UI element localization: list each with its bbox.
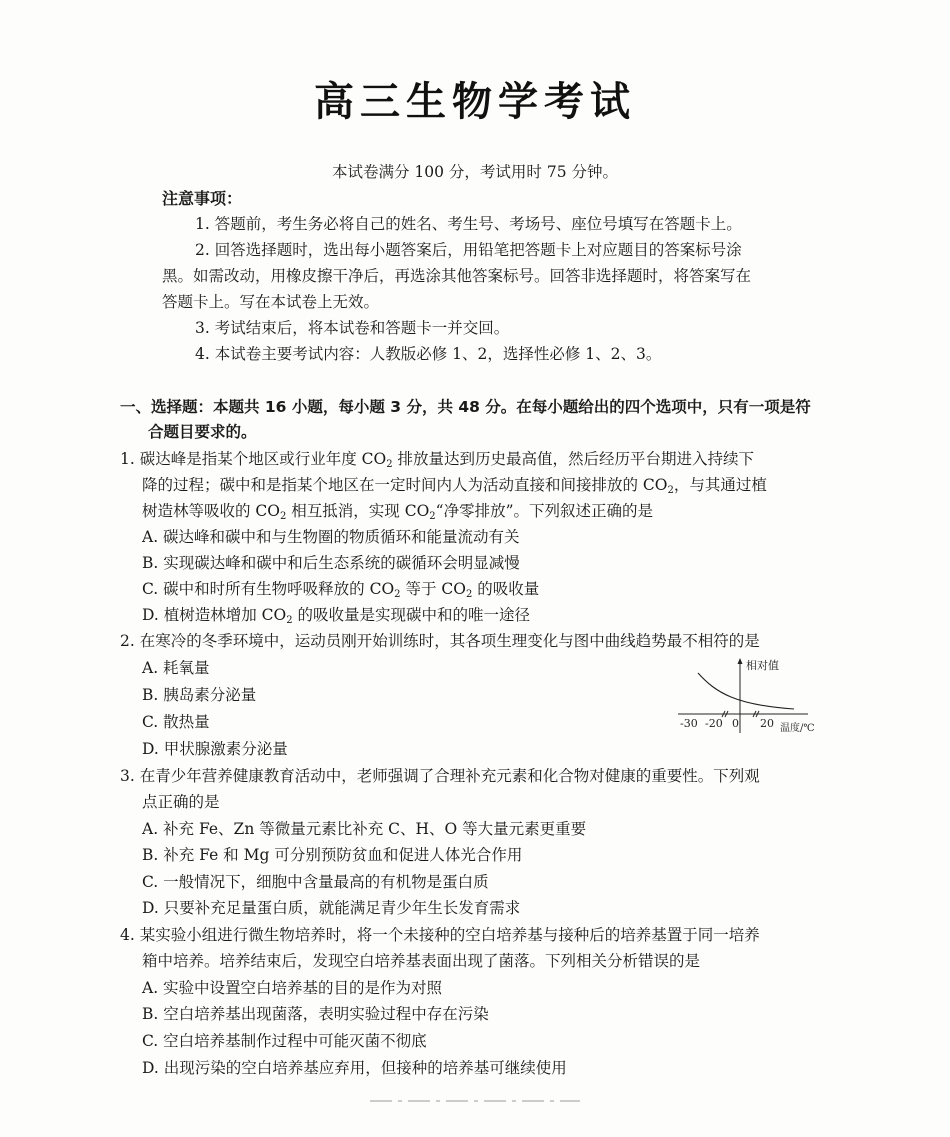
q2-option-c: C. 散热量 <box>142 713 210 731</box>
section-heading-line-1: 一、选择题：本题共 16 小题，每小题 3 分，共 48 分。在每小题给出的四个选项中，只有一项是符 <box>120 398 811 416</box>
temperature-chart <box>676 655 834 737</box>
q4-option-d: D. 出现污染的空白培养基应弃用，但接种的培养基可继续使用 <box>142 1059 567 1077</box>
note-3: 3. 考试结束后，将本试卷和答题卡一并交回。 <box>195 319 510 337</box>
q2-option-b: B. 胰岛素分泌量 <box>142 686 257 704</box>
q1-option-d: D. 植树造林增加 $CO_2$ 的吸收量是实现碳中和的唯一途径 <box>142 606 531 626</box>
tick-label-0: 0 <box>732 717 739 730</box>
q3-option-b: B. 补充 Fe 和 Mg 可分别预防贫血和促进人体光合作用 <box>142 846 523 864</box>
footer-mark <box>370 1099 580 1103</box>
q2-option-a: A. 耗氧量 <box>142 659 210 677</box>
y-axis-label: 相对值 <box>746 659 779 672</box>
q3-stem-line-2: 点正确的是 <box>142 793 220 811</box>
q1-option-c: C. 碳中和时所有生物呼吸释放的 $CO_2$ 等于 $CO_2$ 的吸收量 <box>142 580 540 600</box>
note-2-line-2: 黑。如需改动，用橡皮擦干净后，再选涂其他答案标号。回答非选择题时，将答案写在 <box>162 267 752 285</box>
q4-option-a: A. 实验中设置空白培养基的目的是作为对照 <box>142 979 443 997</box>
exam-info: 本试卷满分 100 分，考试用时 75 分钟。 <box>331 163 619 181</box>
q4-option-c: C. 空白培养基制作过程中可能灭菌不彻底 <box>142 1032 427 1050</box>
section-heading-line-2: 合题目要求的。 <box>148 423 257 441</box>
q1-stem-line-1: 1. 碳达峰是指某个地区或行业年度 $CO_2$ 排放量达到历史最高值，然后经历平台期进入持续下 <box>120 450 755 470</box>
q4-stem-line-1: 4. 某实验小组进行微生物培养时，将一个未接种的空白培养基与接种后的培养基置于同一培养 <box>120 926 760 944</box>
notes-heading: 注意事项： <box>162 189 243 208</box>
q4-stem-line-2: 箱中培养。培养结束后，发现空白培养基表面出现了菌落。下列相关分析错误的是 <box>142 952 701 970</box>
q1-stem-line-2: 降的过程；碳中和是指某个地区在一定时间内人为活动直接和间接排放的 $CO_2$，与其通过植 <box>142 476 767 496</box>
note-4: 4. 本试卷主要考试内容：人教版必修 1、2，选择性必修 1、2、3。 <box>195 345 662 363</box>
q3-option-a: A. 补充 Fe、Zn 等微量元素比补充 C、H、O 等大量元素更重要 <box>142 820 587 838</box>
tick-label-minus-30: -30 <box>680 717 698 730</box>
note-1: 1. 答题前，考生务必将自己的姓名、考生号、考场号、座位号填写在答题卡上。 <box>195 215 742 233</box>
tick-label-minus-20: -20 <box>705 717 723 730</box>
note-2-line-3: 答题卡上。写在本试卷上无效。 <box>162 293 380 311</box>
x-axis-label: 温度/℃ <box>780 723 815 734</box>
q3-option-d: D. 只要补充足量蛋白质，就能满足青少年生长发育需求 <box>142 899 521 917</box>
page-title: 高三生物学考试 <box>314 79 636 125</box>
q2-option-d: D. 甲状腺激素分泌量 <box>142 740 288 758</box>
q2-stem: 2. 在寒冷的冬季环境中，运动员刚开始训练时，其各项生理变化与图中曲线趋势最不相符的是 <box>120 632 760 650</box>
q1-option-a: A. 碳达峰和碳中和与生物圈的物质循环和能量流动有关 <box>142 528 520 546</box>
q3-option-c: C. 一般情况下，细胞中含量最高的有机物是蛋白质 <box>142 873 489 891</box>
q1-stem-line-3: 树造林等吸收的 $CO_2$ 相互抵消，实现 $CO_2“$净零排放”。下列叙述正确的是 <box>142 502 654 522</box>
tick-label-20: 20 <box>760 717 774 730</box>
q3-stem-line-1: 3. 在青少年营养健康教育活动中，老师强调了合理补充元素和化合物对健康的重要性。下列观 <box>120 767 760 785</box>
trend-curve <box>698 673 794 709</box>
q4-option-b: B. 空白培养基出现菌落，表明实验过程中存在污染 <box>142 1005 489 1023</box>
q1-option-b: B. 实现碳达峰和碳中和后生态系统的碳循环会明显减慢 <box>142 554 520 572</box>
y-axis-arrow <box>738 658 743 664</box>
note-2-line-1: 2. 回答选择题时，选出每小题答案后，用铅笔把答题卡上对应题目的答案标号涂 <box>195 241 742 259</box>
